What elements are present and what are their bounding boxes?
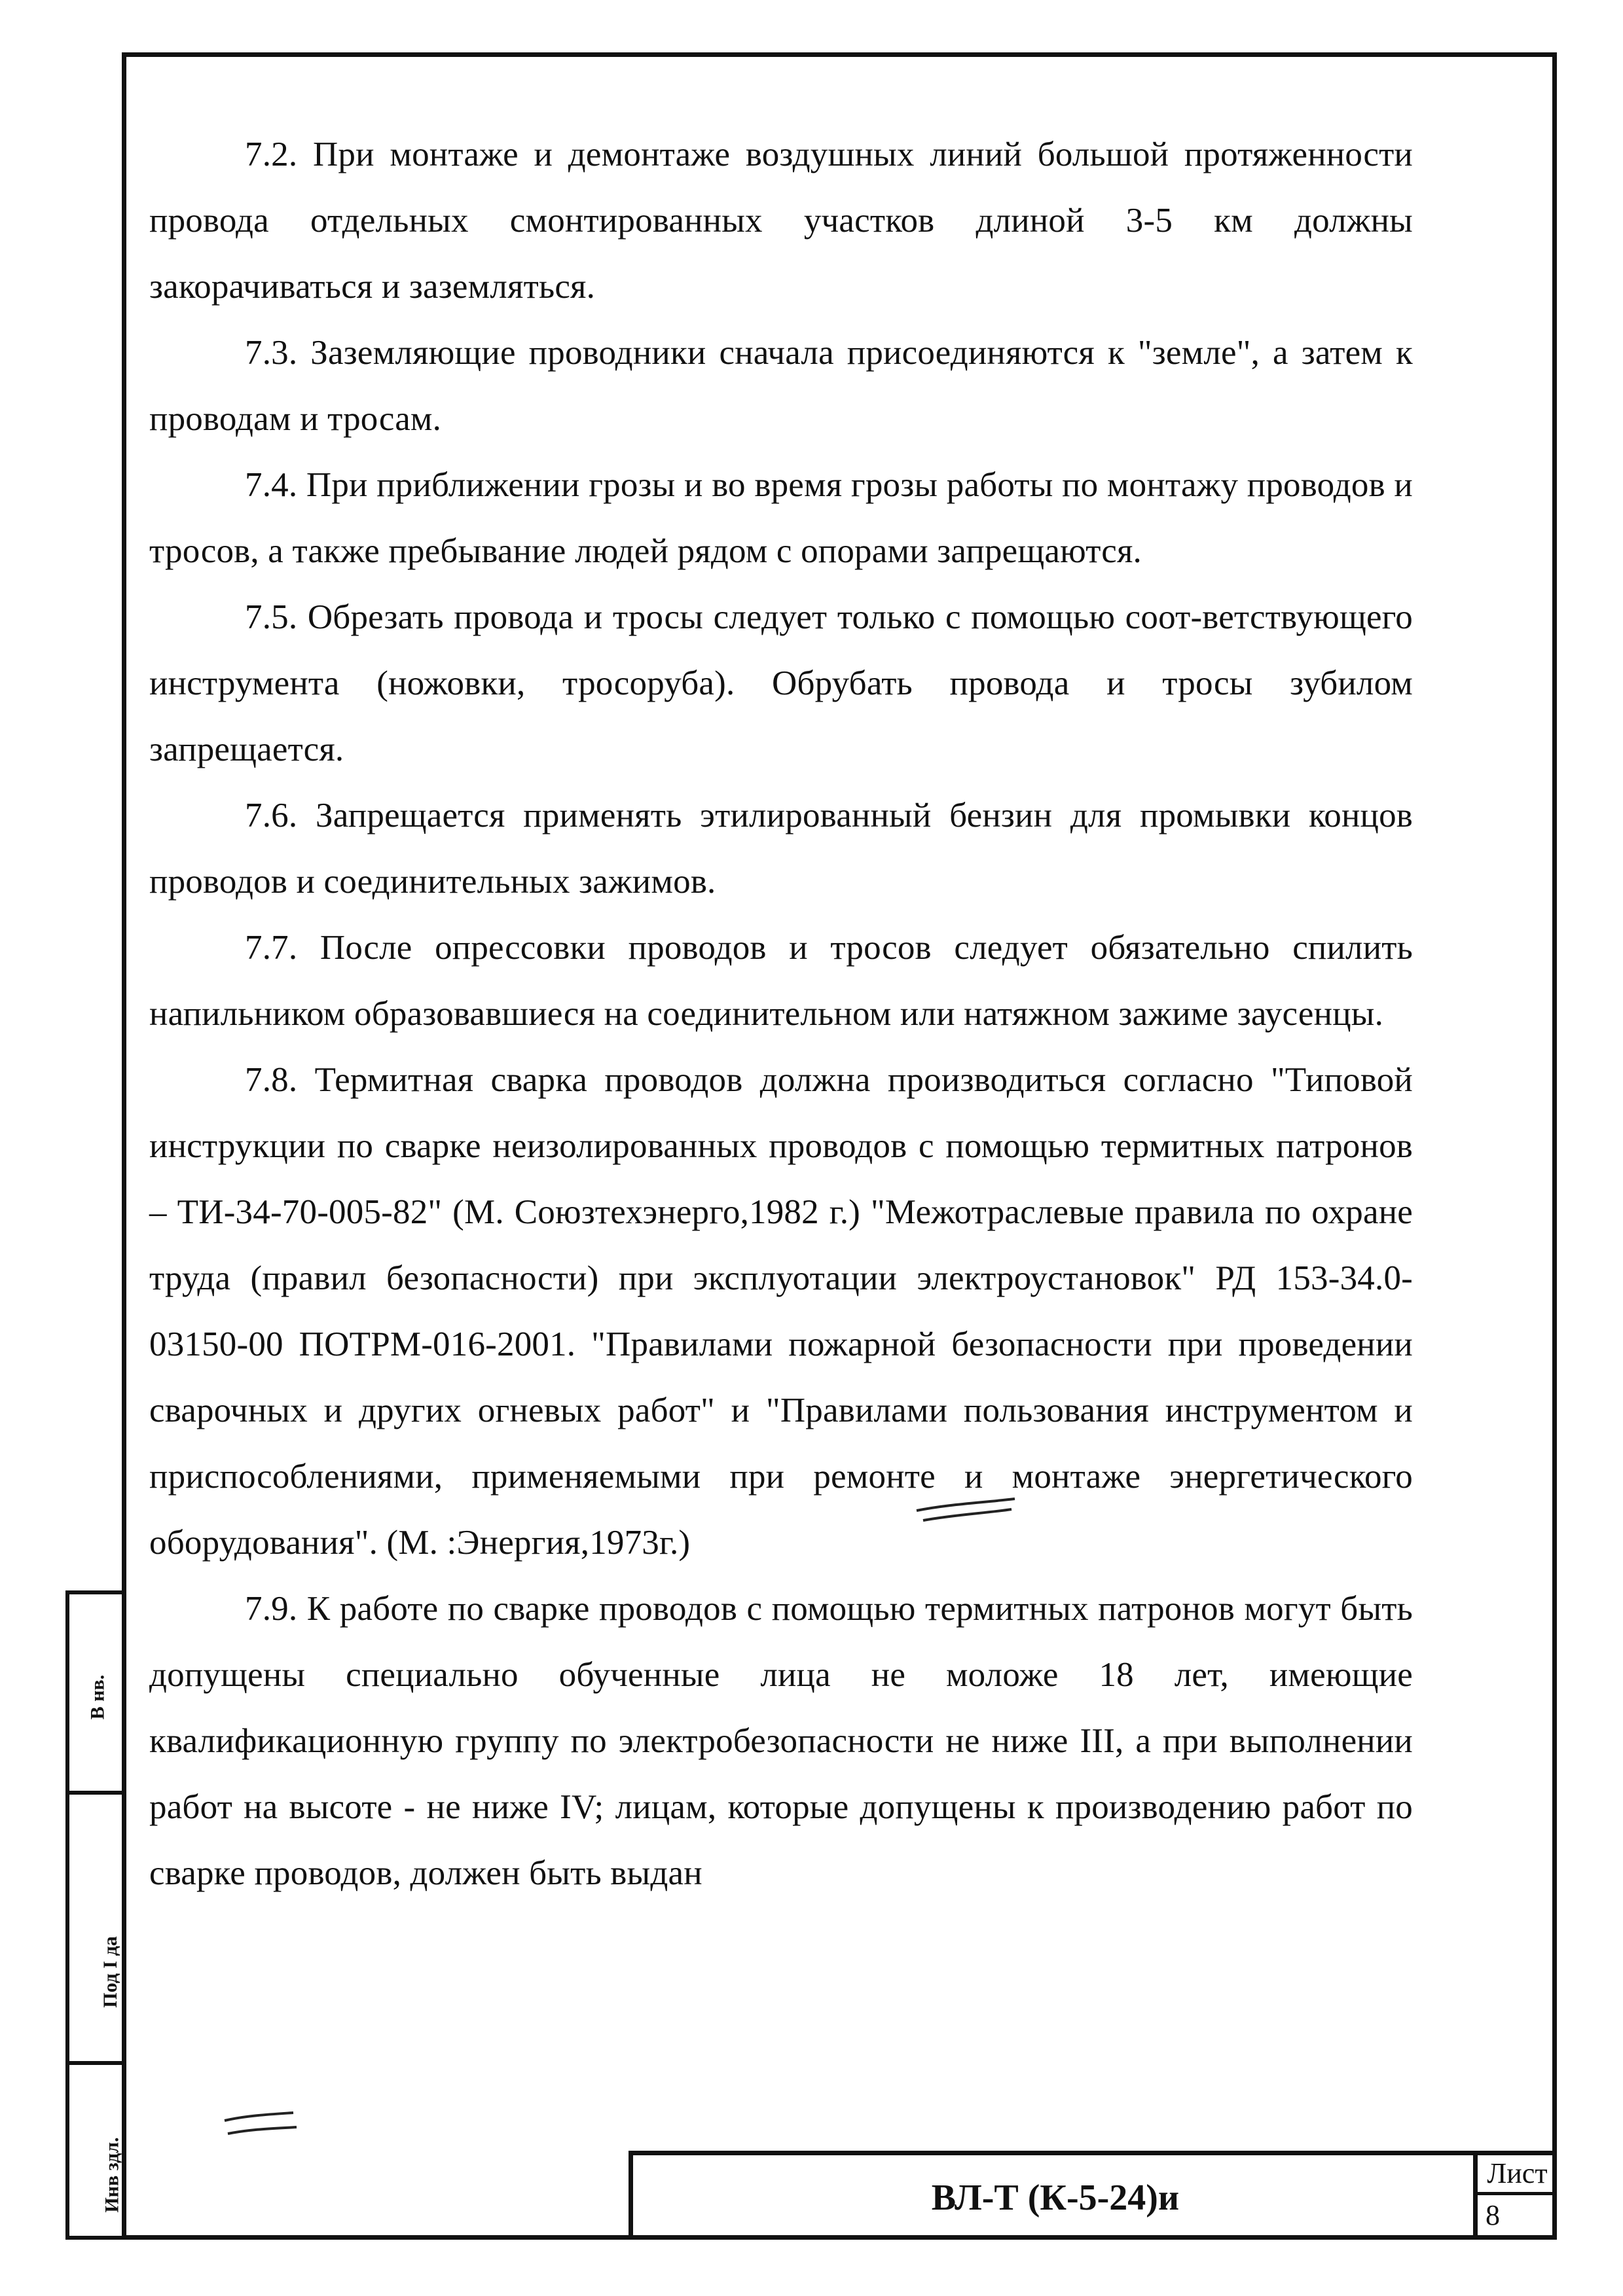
- side-rule-2: [65, 2061, 126, 2065]
- side-rule-bottom: [65, 2236, 126, 2240]
- side-rule-top: [65, 1590, 126, 1594]
- document-code: ВЛ-Т (К-5-24)и: [931, 2177, 1180, 2218]
- document-body: [149, 122, 1413, 1907]
- paragraph-7-2: 7.2. При монтаже и демонтаже воздушных линий большой протяженности провода отдельных смонтированных участков длиной 3-5 км должны закорачиваться и заземляться.: [149, 135, 1413, 306]
- handwritten-correction-mark: [910, 1484, 1021, 1530]
- sheet-number: 8: [1486, 2199, 1500, 2231]
- paragraph-7-3: 7.3. Заземляющие проводники сначала присоединяются к "земле", а затем к проводам и тросам.: [149, 334, 1413, 438]
- paragraph-7-6: 7.6. Запрещается применять этилированный бензин для промывки концов проводов и соединительных зажимов.: [149, 797, 1413, 901]
- side-label-3: Инв здл.: [101, 2137, 123, 2213]
- paragraph-7-8: 7.8. Термитная сварка проводов должна производиться согласно "Типовой инструкции по сварке неизолированных проводов с помощью термитных патронов – ТИ-34-70-005-82" (М. Союзтехэнерго,1982 г.) "Межотраслевые правила по охране труда (правил безопасности) при эксплуотации электроустановок" РД 153-34.0-03150-00 ПОТРМ-016-2001. "Правилами пожарной безопасности при проведении сварочных и других огневых работ" и "Правилами пользования инструментом и приспособлениями, применяемыми при ремонте и монтаже энергетического оборудования". (М. :Энергия,1973г.): [149, 1061, 1413, 1562]
- paragraph-7-9: 7.9. К работе по сварке проводов с помощью термитных патронов могут быть допущены специально обученные лица не моложе 18 лет, имеющие квалификационную группу по электробезопасности не ниже III, а при выполнении работ на высоте - не ниже IV; лицам, которые допущены к производению работ по сварке проводов, должен быть выдан: [149, 1590, 1413, 1892]
- paragraph-7-4: 7.4. При приближении грозы и во время грозы работы по монтажу проводов и тросов, а также пребывание людей рядом с опорами запрещаются.: [149, 466, 1413, 570]
- side-label-1: В нв.: [86, 1674, 108, 1720]
- handwritten-underline-mark: [221, 2108, 300, 2147]
- side-label-2: Под I да: [99, 1936, 121, 2008]
- paragraph-7-5: 7.5. Обрезать провода и тросы следует только с помощью соот-ветствующего инструмента (ножовки, тросоруба). Обрубать провода и тросы зубилом запрещается.: [149, 598, 1413, 768]
- side-stamp-strip: [65, 1594, 122, 2240]
- sheet-label: Лист: [1478, 2155, 1557, 2195]
- title-block: [629, 2151, 1557, 2240]
- side-rule-1: [65, 1791, 126, 1795]
- paragraph-7-7: 7.7. После опрессовки проводов и тросов следует обязательно спилить напильником образовавшиеся на соединительном или натяжном зажиме заусенцы.: [149, 929, 1413, 1033]
- sheet-box: [1473, 2155, 1557, 2240]
